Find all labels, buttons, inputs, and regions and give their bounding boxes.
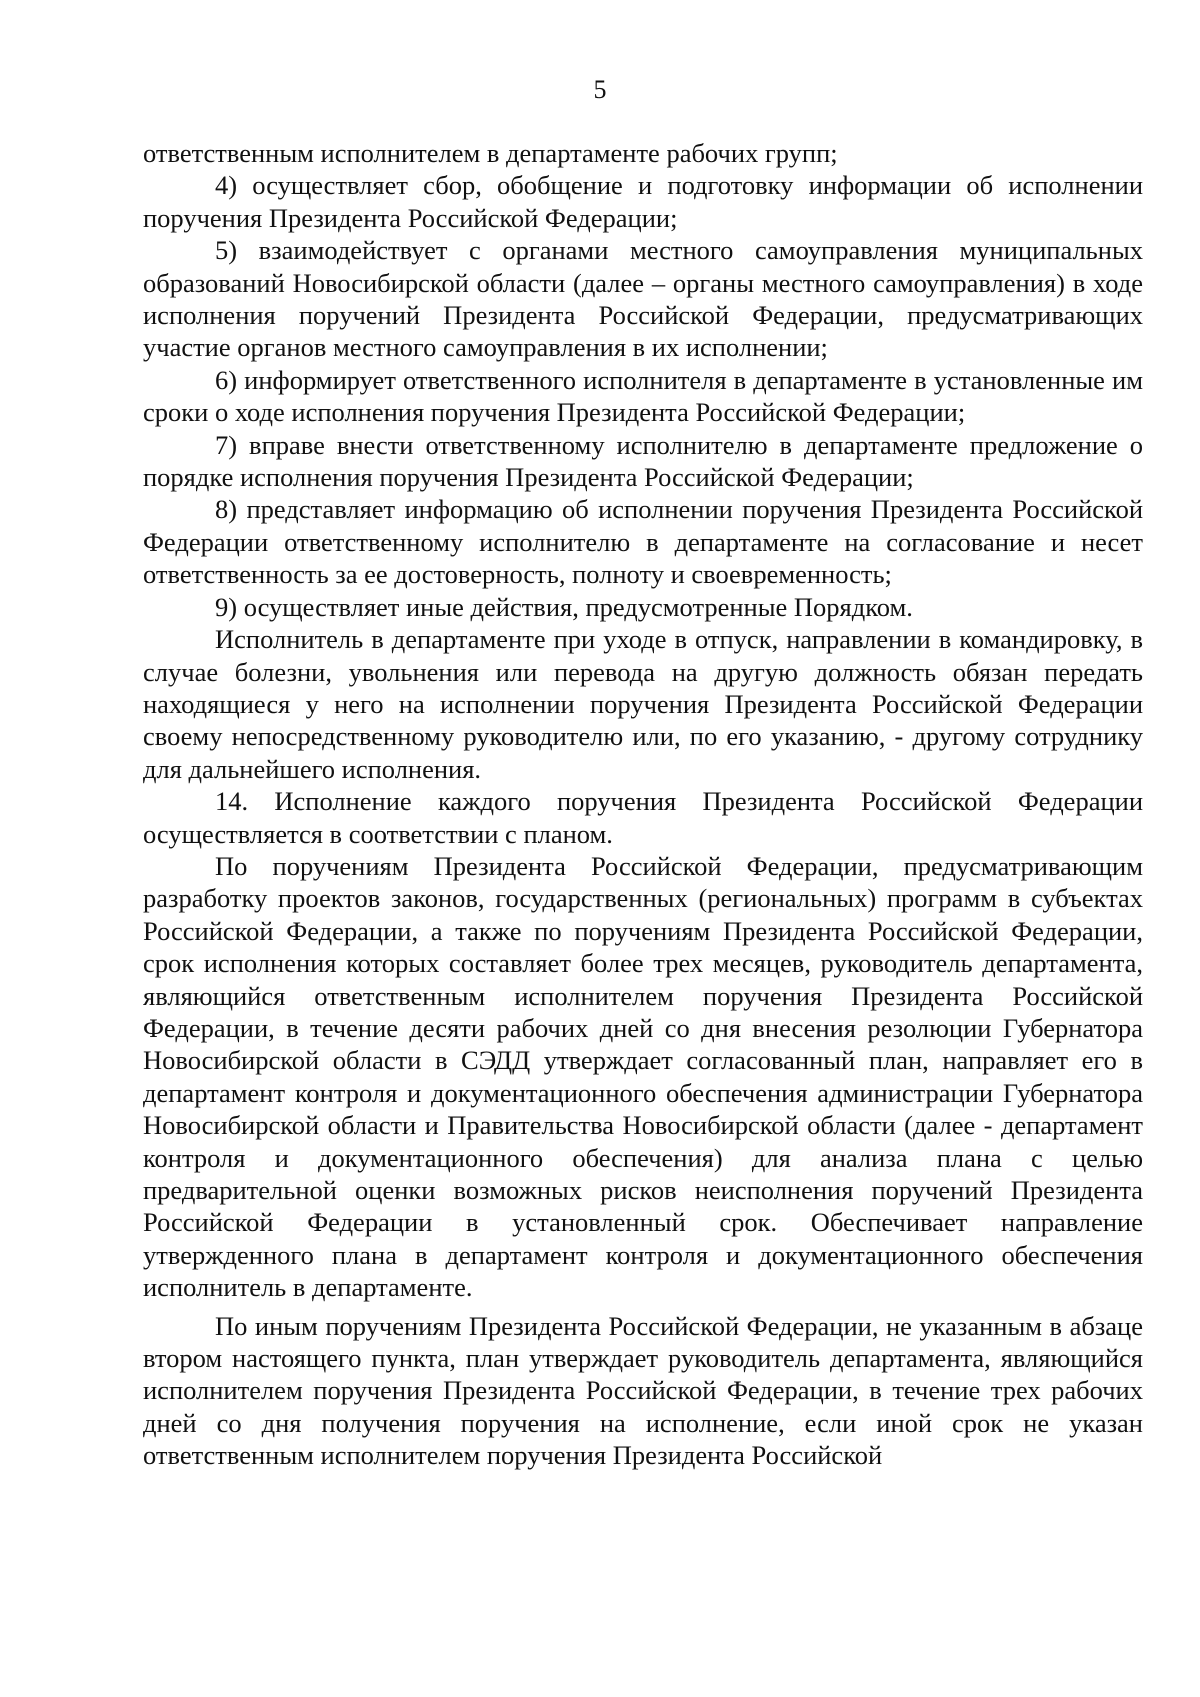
list-item-9: 9) осуществляет иные действия, предусмотренные Порядком. (215, 591, 913, 622)
list-item-6: 6) информирует ответственного исполнителя в департаменте в установленные им сроки о ходе исполнения поручения Президента Российской Федерации; (143, 364, 1143, 428)
list-item-7: 7) вправе внести ответственному исполнителю в департаменте предложение о порядке исполнения поручения Президента Российской Федерации; (143, 429, 1143, 493)
paragraph-continuation: ответственным исполнителем в департаменте рабочих групп; (143, 138, 838, 168)
section-14: 14. Исполнение каждого поручения Президента Российской Федерации осуществляется в соответствии с планом. (143, 786, 1143, 849)
list-item-4: 4) осуществляет сбор, обобщение и подготовку информации об исполнении поручения Президента Российской Федерации; (143, 170, 1143, 233)
paragraph-executor-absence: Исполнитель в департаменте при уходе в отпуск, направлении в командировку, в случае болезни, увольнения или перевода на другую должность обязан передать находящиеся у него на исполнении поручения Президента Российской Федерации своему непосредственному руководителю или, по его указанию, - другому сотруднику для дальнейшего исполнения. (143, 624, 1143, 784)
list-item-8: 8) представляет информацию об исполнении поручения Президента Российской Федерации ответственному исполнителю в департаменте на согласование и несет ответственность за ее достоверность, полноту и своевременность; (143, 494, 1143, 590)
page-number: 5 (593, 75, 607, 104)
paragraph-other-orders: По иным поручениям Президента Российской Федерации, не указанным в абзаце втором настоящего пункта, план утверждает руководитель департамента, являющийся исполнителем поручения Президента Российской Федерации, в течение трех рабочих дней со дня получения поручения на исполнение, если иной срок не указан ответственным исполнителем поручения Президента Российской (143, 1310, 1143, 1471)
list-item-5: 5) взаимодействует с органами местного самоуправления муниципальных образований Новосибирской области (далее – органы местного самоуправления) в ходе исполнения поручений Президента Российской Федерации, предусматривающих участие органов местного самоуправления в их исполнении; (143, 235, 1143, 363)
document-body (143, 137, 1143, 1472)
paragraph-plan-approval: По поручениям Президента Российской Федерации, предусматривающим разработку проектов законов, государственных (региональных) программ в субъектах Российской Федерации, а также по поручениям Президента Российской Федерации, срок исполнения которых составляет более трех месяцев, руководитель департамента, являющийся ответственным исполнителем поручения Президента Российской Федерации, в течение десяти рабочих дней со дня внесения резолюции Губернатора Новосибирской области в СЭДД утверждает согласованный план, направляет его в департамент контроля и документационного обеспечения администрации Губернатора Новосибирской области и Правительства Новосибирской области (далее - департамент контроля и документационного обеспечения) для анализа плана с целью предварительной оценки возможных рисков неисполнения поручений Президента Российской Федерации в установленный срок. Обеспечивает направление утвержденного плана в департамент контроля и документационного обеспечения исполнитель в департаменте. (143, 850, 1143, 1303)
